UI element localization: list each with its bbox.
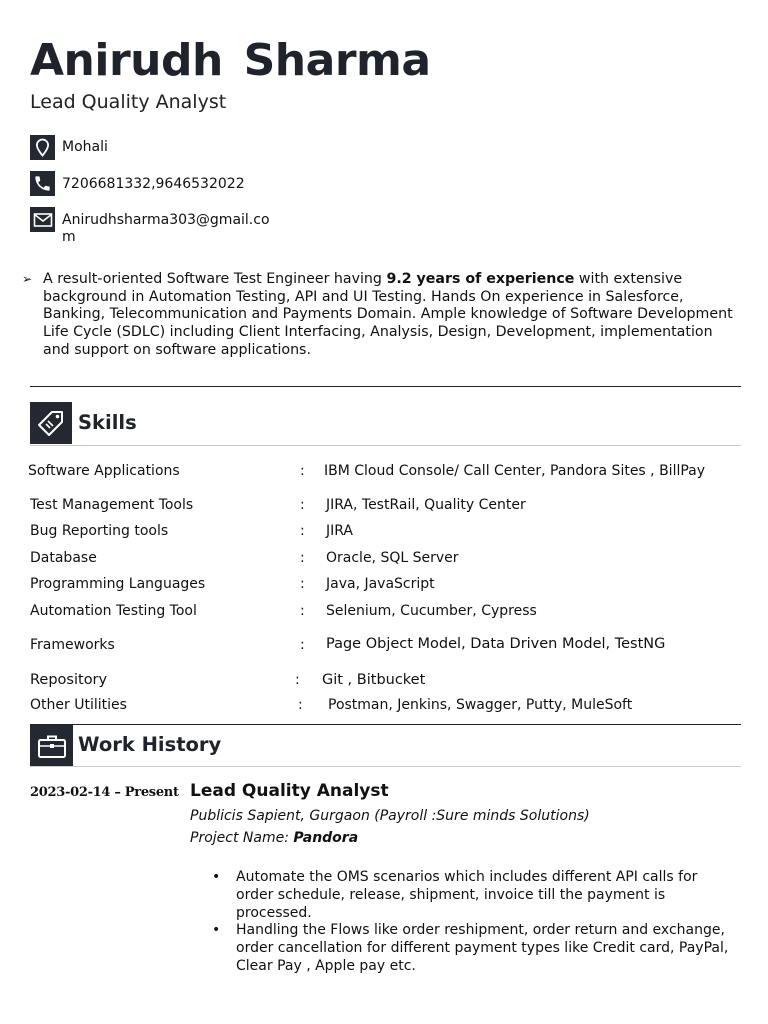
work-history-underline [30, 766, 741, 767]
list-item: • Automate the OMS scenarios which includes different API calls for order schedule, release, shipment, invoice till the payment is processed. [212, 869, 732, 922]
skill-label: Software Applications [28, 463, 180, 479]
skill-separator: : [300, 550, 305, 566]
skills-heading: Skills [78, 411, 137, 434]
skill-separator: : [295, 672, 300, 688]
envelope-icon [30, 207, 55, 232]
skill-value: JIRA [326, 523, 353, 539]
skills-tag-icon [30, 402, 72, 444]
skill-label: Other Utilities [30, 697, 127, 713]
phone-icon [30, 171, 55, 196]
project-label: Project Name: [190, 830, 294, 846]
briefcase-icon [30, 725, 73, 767]
location-pin-icon [30, 135, 55, 160]
work-history-heading: Work History [78, 733, 222, 756]
job-company: Publicis Sapient, Gurgaon (Payroll :Sure minds Solutions) [190, 808, 590, 824]
skill-label: Automation Testing Tool [30, 603, 197, 619]
section-divider [30, 724, 741, 725]
skills-underline [30, 445, 741, 446]
skill-separator: : [300, 497, 305, 513]
skill-value: Java, JavaScript [326, 576, 435, 592]
skill-separator: : [298, 697, 303, 713]
section-divider [30, 386, 741, 387]
skill-value: Page Object Model, Data Driven Model, TestNG [326, 636, 666, 652]
candidate-name: Anirudh Sharma [30, 35, 431, 86]
job-date-range: 2023-02-14 – Present [30, 785, 179, 800]
professional-summary [22, 271, 742, 360]
skill-value: Selenium, Cucumber, Cypress [326, 603, 537, 619]
skill-value: Postman, Jenkins, Swagger, Putty, MuleSoft [328, 697, 633, 713]
skill-label: Bug Reporting tools [30, 523, 169, 539]
summary-text-before: A result-oriented Software Test Engineer having [43, 271, 387, 287]
email-line-2: m [62, 229, 76, 245]
skill-label: Test Management Tools [30, 497, 194, 513]
arrow-bullet-icon: ➢ [22, 272, 33, 286]
skill-value: Oracle, SQL Server [326, 550, 459, 566]
skill-separator: : [300, 603, 305, 619]
summary-experience-highlight: 9.2 years of experience [386, 271, 575, 287]
skill-separator: : [300, 463, 305, 479]
candidate-role: Lead Quality Analyst [30, 91, 227, 113]
skill-label: Repository [30, 672, 108, 688]
skill-label: Programming Languages [30, 576, 206, 592]
skill-separator: : [300, 576, 305, 592]
skill-label: Frameworks [30, 637, 115, 653]
summary-text-after: with extensive background in Automation Testing, API and UI Testing. Hands On experience in Salesforce, Banking, Telecommunication and Payments Domain. Ample knowledge of Software Development Life Cycle (SDLC) including Client Interfacing, Analysis, Design, Development, implementation and support on software applications. [43, 271, 733, 358]
project-name: Pandora [293, 830, 359, 846]
job-responsibilities [212, 869, 732, 976]
skill-separator: : [300, 637, 305, 653]
skill-value: Git , Bitbucket [322, 672, 426, 688]
contact-location: Mohali [62, 139, 108, 155]
skill-separator: : [300, 523, 305, 539]
list-item: • Handling the Flows like order reshipment, order return and exchange, order cancellation for different payment types like Credit card, PayPal, Clear Pay , Apple pay etc. [212, 922, 732, 975]
skill-value: IBM Cloud Console/ Call Center, Pandora Sites , BillPay [324, 463, 706, 479]
skill-value: JIRA, TestRail, Quality Center [326, 497, 526, 513]
contact-email[interactable] [62, 212, 270, 246]
email-line-1: Anirudhsharma303@gmail.co [62, 212, 270, 228]
job-project [190, 830, 358, 846]
contact-phone: 7206681332,9646532022 [62, 176, 245, 192]
job-title: Lead Quality Analyst [190, 781, 389, 801]
skill-label: Database [30, 550, 97, 566]
